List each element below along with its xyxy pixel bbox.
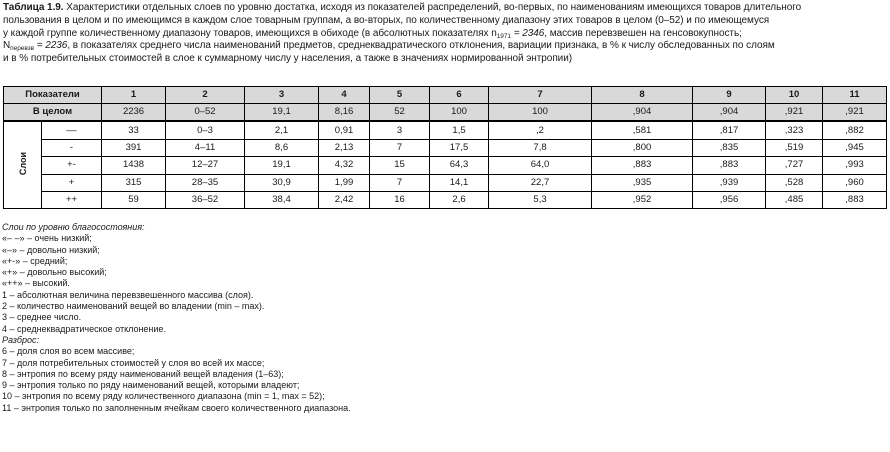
table-cell: 2,13 [319,139,370,156]
legend-item: 3 – среднее число. [2,312,82,323]
table-cell: ,817 [693,121,766,139]
total-row [4,104,887,122]
table-cell: ,528 [766,174,823,191]
table-cell: 100 [489,104,592,122]
legend-item: 10 – энтропия по всему ряду количественного диапазона (min = 1, max = 52); [2,391,325,402]
table-cell: 38,4 [245,191,319,208]
table-cell: 52 [370,104,430,122]
layers-table [3,86,887,209]
caption-line-4: $N_{перевзв} = 2236$, в показателях среднего числа наименований предметов, среднеквадратического отклонения, вариации признака, в % к числу обследованных по слоям [3,40,775,53]
table-caption [3,2,887,66]
table-cell: ,883 [823,191,887,208]
table-cell: 12–27 [166,157,245,174]
table-cell: ,993 [823,157,887,174]
table-cell: 14,1 [430,174,489,191]
table-cell: ,2 [489,121,592,139]
layer-label: +- [42,157,102,174]
table-cell: 5,3 [489,191,592,208]
caption-line-2: пользования в целом и по имеющимся в каждом слое товарным группам, а во-вторых, по количественному диапазону этих товаров в целом (0–52) и по имеющемуся [3,14,770,26]
table-row [4,121,887,139]
table-cell: 1438 [102,157,166,174]
table-cell: ,835 [693,139,766,156]
legend-item: 1 – абсолютная величина перевзвешенного массива (слоя). [2,289,254,300]
table-cell: 28–35 [166,174,245,191]
table-cell: ,800 [592,139,693,156]
table-cell: 2,6 [430,191,489,208]
layer-label: - [42,139,102,156]
table-cell: 0–3 [166,121,245,139]
table-cell: 1,5 [430,121,489,139]
table-row [4,191,887,208]
table-cell: 33 [102,121,166,139]
layers-group-cell [4,121,42,208]
table-cell: ,939 [693,174,766,191]
legend-item: «– –» – очень низкий; [2,233,92,244]
caption-label: Таблица 1.9. [3,2,64,13]
table-cell: 15 [370,157,430,174]
table-row [4,174,887,191]
table-cell: 315 [102,174,166,191]
table-cell: ,956 [693,191,766,208]
table-cell: ,935 [592,174,693,191]
col-header: 9 [693,87,766,104]
table-cell: 2236 [102,104,166,122]
table-cell: 19,1 [245,104,319,122]
col-header: 10 [766,87,823,104]
col-header: 2 [166,87,245,104]
legend-item: 11 – энтропия только по заполненным ячейкам своего количественного диапазона. [2,402,351,413]
table-cell: 391 [102,139,166,156]
legend-item: «+» – довольно высокий; [2,267,107,278]
table-cell: 3 [370,121,430,139]
caption-line-5: и в % потребительных стоимостей в слое к суммарному числу у населения, а также в значениях нормированной энтропии) [3,53,573,65]
legend-item: «–» – довольно низкий; [2,244,100,255]
legend-layers-title: Слои по уровню благосостояния: [2,222,145,232]
table-legend [2,222,886,414]
table-cell: 17,5 [430,139,489,156]
table-cell: 8,6 [245,139,319,156]
table-cell: 1,99 [319,174,370,191]
table-cell: ,883 [592,157,693,174]
table-cell: ,904 [693,104,766,122]
table-cell: 7 [370,139,430,156]
table-cell: 16 [370,191,430,208]
legend-item: 7 – доля потребительных стоимостей у слоя во всей их массе; [2,357,265,368]
col-header: 6 [430,87,489,104]
table-cell: ,485 [766,191,823,208]
layer-label: –– [42,121,102,139]
col-header: 8 [592,87,693,104]
table-cell: 100 [430,104,489,122]
table-cell: ,882 [823,121,887,139]
table-cell: 4,32 [319,157,370,174]
table-cell: ,960 [823,174,887,191]
legend-item: 8 – энтропия по всему ряду наименований вещей владения (1–63); [2,368,284,379]
table-cell: 30,9 [245,174,319,191]
table-cell: 36–52 [166,191,245,208]
table-cell: ,921 [823,104,887,122]
legend-item: 6 – доля слоя во всем массиве; [2,346,135,357]
table-cell: 8,16 [319,104,370,122]
table-cell: ,945 [823,139,887,156]
col-header: 4 [319,87,370,104]
header-indicators: Показатели [4,87,102,104]
table-cell: 0,91 [319,121,370,139]
col-header: 3 [245,87,319,104]
total-label: В целом [4,104,102,122]
caption-line-1: Таблица 1.9. Характеристики отдельных слоев по уровню достатка, исходя из показателей распределений, во-первых, по наименованиям имеющихся товаров длительного [3,2,802,13]
table-cell: 19,1 [245,157,319,174]
legend-item: 4 – среднеквадратическое отклонение. [2,323,166,334]
legend-item: 2 – количество наименований вещей во владении (min – max). [2,301,265,312]
table-cell: 4–11 [166,139,245,156]
table-cell: ,519 [766,139,823,156]
table-row [4,157,887,174]
table-cell: 64,0 [489,157,592,174]
table-cell: ,952 [592,191,693,208]
layers-label: Слои [17,152,28,176]
table-cell: 22,7 [489,174,592,191]
layer-label: ++ [42,191,102,208]
col-header: 5 [370,87,430,104]
legend-spread-title: Разброс: [2,334,39,345]
table-cell: ,727 [766,157,823,174]
table-cell: ,581 [592,121,693,139]
legend-item: «++» – высокий. [2,278,70,289]
table-cell: 0–52 [166,104,245,122]
layer-label: + [42,174,102,191]
legend-item: 9 – энтропия только по ряду наименований вещей, которыми владеют; [2,380,300,391]
table-cell: 64,3 [430,157,489,174]
table-cell: ,883 [693,157,766,174]
table-header-row [4,87,887,104]
table-cell: 7 [370,174,430,191]
table-cell: 2,42 [319,191,370,208]
col-header: 7 [489,87,592,104]
table-cell: ,323 [766,121,823,139]
table-cell: 7,8 [489,139,592,156]
table-cell: 59 [102,191,166,208]
table-cell: 2,1 [245,121,319,139]
caption-line-3: у каждой группе количественному диапазону товаров, имеющихся в обиходе (в абсолютных показателях $n_{1971} = 2346$, массив перевзвешен на генсовокупность; [3,27,742,40]
table-row [4,139,887,156]
table-cell: ,904 [592,104,693,122]
col-header: 1 [102,87,166,104]
col-header: 11 [823,87,887,104]
legend-item: «+-» – средний; [2,255,68,266]
table-cell: ,921 [766,104,823,122]
